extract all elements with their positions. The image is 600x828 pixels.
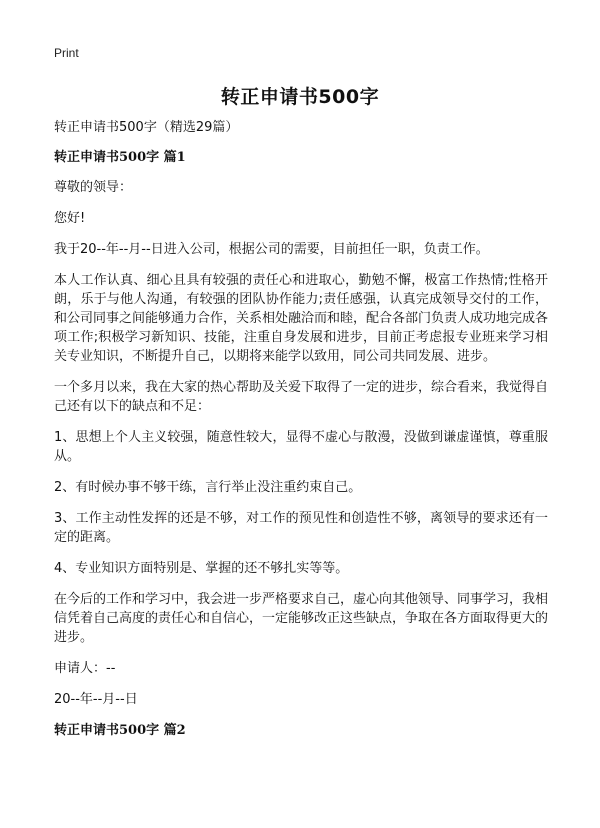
shortcoming-item-3: 3、工作主动性发挥的还是不够，对工作的预见性和创造性不够，离领导的要求还有一定的距离。 xyxy=(54,511,548,545)
applicant-line: 申请人：-- xyxy=(54,661,116,676)
paragraph-closing: 在今后的工作和学习中，我会进一步严格要求自己，虚心向其他领导、同事学习，我相信凭着自己高度的责任心和自信心，一定能够改正这些缺点，争取在各方面取得更大的进步。 xyxy=(54,592,549,645)
print-label: Print xyxy=(54,46,79,60)
document-body xyxy=(54,118,548,751)
shortcoming-item-1: 1、思想上个人主义较强，随意性较大，显得不虚心与散漫，没做到谦虚谨慎，尊重服从。 xyxy=(54,430,548,464)
date-line: 20--年--月--日 xyxy=(54,692,138,707)
document-title: 转正申请书500字 xyxy=(220,86,380,108)
salutation: 尊敬的领导： xyxy=(54,180,133,195)
paragraph-shortcomings-intro: 一个多月以来，我在大家的热心帮助及关爱下取得了一定的进步，综合看来，我觉得自己还有以下的缺点和不足： xyxy=(54,380,549,414)
section-heading-2: 转正申请书500字 篇2 xyxy=(54,723,186,738)
shortcoming-item-2: 2、有时候办事不够干练，言行举止没注重约束自己。 xyxy=(54,480,362,495)
document-subtitle: 转正申请书500字（精选29篇） xyxy=(54,120,239,135)
shortcoming-item-4: 4、专业知识方面特别是、掌握的还不够扎实等等。 xyxy=(54,561,349,576)
section-heading-1: 转正申请书500字 篇1 xyxy=(54,150,186,165)
paragraph-self-assessment: 本人工作认真、细心且具有较强的责任心和进取心，勤勉不懈，极富工作热情;性格开朗，乐于与他人沟通，有较强的团队协作能力;责任感强，认真完成领导交付的工作，和公司同事之间能够通力合作，关系相处融洽而和睦，配合各部门负责人成功地完成各项工作;积极学习新知识、技能，注重自身发展和进步，目前正考虑报专业班来学习相关专业知识，不断提升自己，以期将来能学以致用，同公司共同发展、进步。 xyxy=(54,273,549,364)
greeting: 您好! xyxy=(54,211,86,226)
paragraph-intro: 我于20--年--月--日进入公司，根据公司的需要，目前担任一职，负责工作。 xyxy=(54,242,489,257)
